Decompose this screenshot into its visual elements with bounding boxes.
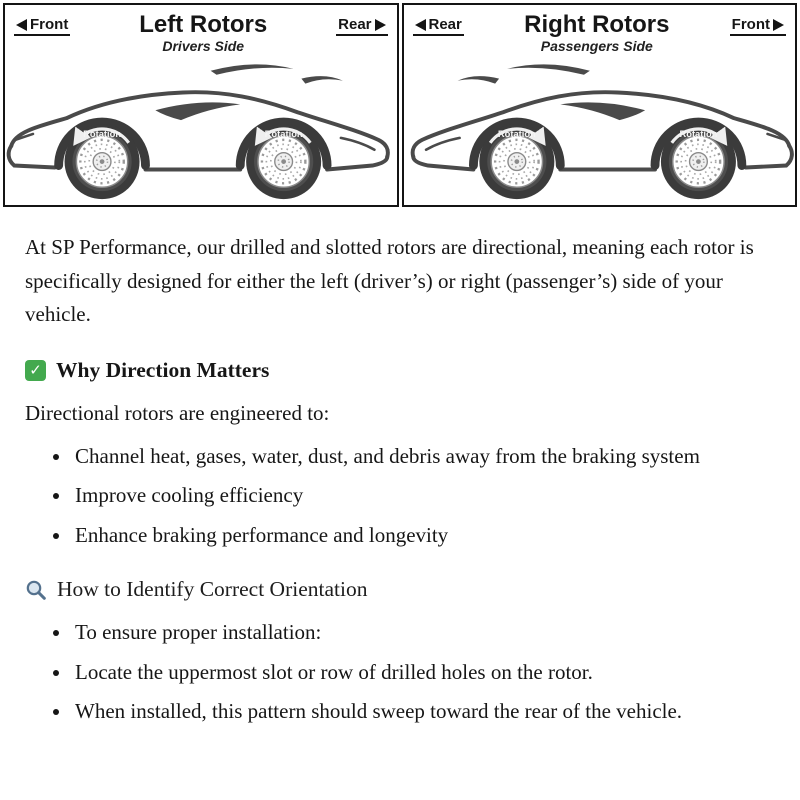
list-item: • When installed, this pattern should sweep toward the rear of the vehicle.	[72, 695, 775, 728]
rotation-label: Rotation	[264, 129, 303, 140]
right-front-wheel	[660, 124, 735, 199]
rotation-label: Rotation	[678, 129, 717, 140]
panel-subtitle: Passengers Side	[540, 38, 653, 55]
front-direction-label	[14, 16, 70, 36]
right-rotors-panel	[402, 3, 798, 207]
right-panel-titles	[524, 12, 669, 54]
left-rear-wheel	[246, 124, 321, 199]
heading-text: How to Identify Correct Orientation	[57, 577, 368, 602]
panel-title: Right Rotors	[524, 11, 670, 38]
list-item: • To ensure proper installation:	[72, 616, 775, 649]
left-rotors-panel	[3, 3, 399, 207]
panel-title: Left Rotors	[139, 11, 268, 38]
magnifier-icon	[25, 579, 47, 601]
left-panel-header	[5, 5, 397, 54]
identify-bullet-list	[25, 616, 775, 728]
list-item: • Enhance braking performance and longevity	[72, 519, 775, 552]
left-panel-titles	[139, 12, 267, 54]
rotation-label: Rotation	[83, 129, 122, 140]
why-bullet-list	[25, 440, 775, 552]
direction-text: Rear	[338, 16, 372, 33]
rear-direction-label	[413, 16, 464, 36]
heading-text: Why Direction Matters	[56, 357, 270, 382]
intro-paragraph: At SP Performance, our drilled and slotted rotors are directional, meaning each rotor is specifically designed for either the left (driver’s) or right (passenger’s) side of your vehicle.	[25, 235, 754, 327]
left-front-wheel	[65, 124, 140, 199]
direction-text: Front	[30, 16, 69, 33]
right-rear-wheel	[479, 124, 554, 199]
arrow-left-icon	[415, 19, 426, 31]
article-body	[0, 207, 800, 782]
direction-text: Front	[731, 16, 770, 33]
rotation-label: Rotation	[497, 129, 536, 140]
list-item: • Channel heat, gases, water, dust, and debris away from the braking system	[72, 440, 775, 473]
front-direction-label	[730, 16, 786, 36]
identify-orientation-heading	[25, 577, 775, 602]
right-panel-header	[404, 5, 796, 54]
right-car-illustration	[404, 55, 796, 205]
why-lead-text: Directional rotors are engineered to:	[25, 400, 330, 425]
check-icon: ✓	[25, 360, 46, 381]
panel-subtitle: Drivers Side	[162, 38, 245, 55]
arrow-left-icon	[16, 19, 27, 31]
left-car-illustration	[5, 55, 397, 205]
list-item: • Improve cooling efficiency	[72, 479, 775, 512]
direction-text: Rear	[428, 16, 462, 33]
rear-direction-label	[336, 16, 387, 36]
why-direction-matters-heading	[25, 358, 775, 383]
rotor-direction-diagram	[0, 0, 800, 207]
arrow-right-icon	[773, 19, 784, 31]
arrow-right-icon	[375, 19, 386, 31]
list-item: • Locate the uppermost slot or row of drilled holes on the rotor.	[72, 656, 775, 689]
